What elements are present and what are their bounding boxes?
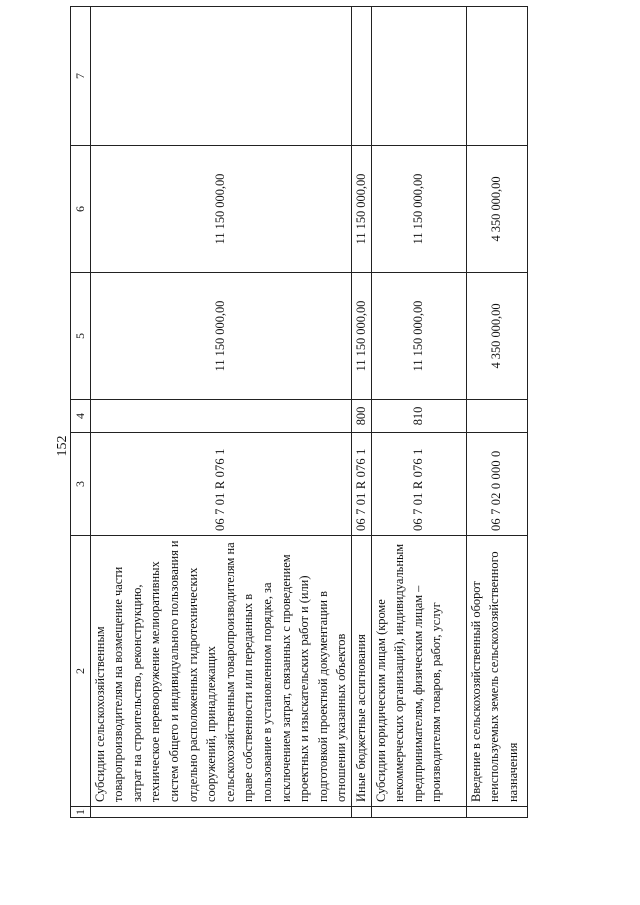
- budget-table: [70, 6, 528, 818]
- row-vr-cell: 800: [351, 400, 371, 433]
- header-col-2: 2: [71, 536, 91, 807]
- row-index-cell: [90, 807, 351, 818]
- table-row: [90, 7, 351, 818]
- row-index-cell: [371, 807, 466, 818]
- header-col-3: 3: [71, 433, 91, 536]
- row-sum7-cell: [466, 7, 527, 146]
- row-sum7-cell: [371, 7, 466, 146]
- row-index-cell: [466, 807, 527, 818]
- budget-table-wrapper: [70, 62, 522, 818]
- row-code-cell: 06 7 02 0 000 0: [466, 433, 527, 536]
- row-vr-cell: [90, 400, 351, 433]
- row-name-cell: Иные бюджетные ассигнования: [351, 536, 371, 807]
- row-name-cell: Субсидии сельскохозяйственным товаропроизводителям на возмещение части затрат на строительство, реконструкцию, техническое перевооружение мелиоративных систем общего и индивидуального пользования и отдельно расположенных гидротехнических сооружений, принадлежащих сельскохозяйственным товаропроизводителям на праве собственности или переданных в пользование в установленном порядке, за исключением затрат, связанных с проведением проектных и изыскательских работ и (или) подготовкой проектной документации в отношении указанных объектов: [90, 536, 351, 807]
- header-col-7: 7: [71, 7, 91, 146]
- row-code-cell: 06 7 01 R 076 1: [351, 433, 371, 536]
- row-sum7-cell: [351, 7, 371, 146]
- row-sum5-cell: 4 350 000,00: [466, 273, 527, 400]
- header-col-1: 1: [71, 807, 91, 818]
- row-sum5-cell: 11 150 000,00: [371, 273, 466, 400]
- header-col-4: 4: [71, 400, 91, 433]
- row-sum6-cell: 11 150 000,00: [371, 146, 466, 273]
- page-number: 152: [55, 435, 70, 457]
- rotated-table-container: [70, 62, 522, 818]
- row-index-cell: [351, 807, 371, 818]
- row-sum6-cell: 11 150 000,00: [90, 146, 351, 273]
- row-name-cell: Введение в сельскохозяйственный оборот неиспользуемых земель сельскохозяйственного назначения: [466, 536, 527, 807]
- table-row: [371, 7, 466, 818]
- row-vr-cell: [466, 400, 527, 433]
- row-code-cell: 06 7 01 R 076 1: [90, 433, 351, 536]
- table-row: [466, 7, 527, 818]
- row-sum5-cell: 11 150 000,00: [351, 273, 371, 400]
- header-col-5: 5: [71, 273, 91, 400]
- row-sum6-cell: 4 350 000,00: [466, 146, 527, 273]
- row-sum5-cell: 11 150 000,00: [90, 273, 351, 400]
- table-row: [351, 7, 371, 818]
- row-vr-cell: 810: [371, 400, 466, 433]
- header-col-6: 6: [71, 146, 91, 273]
- row-sum7-cell: [90, 7, 351, 146]
- row-code-cell: 06 7 01 R 076 1: [371, 433, 466, 536]
- row-sum6-cell: 11 150 000,00: [351, 146, 371, 273]
- row-name-cell: Субсидии юридическим лицам (кроме некоммерческих организаций), индивидуальным предпринимателям, физическим лицам – производителям товаров, работ, услуг: [371, 536, 466, 807]
- header-row: [71, 7, 91, 818]
